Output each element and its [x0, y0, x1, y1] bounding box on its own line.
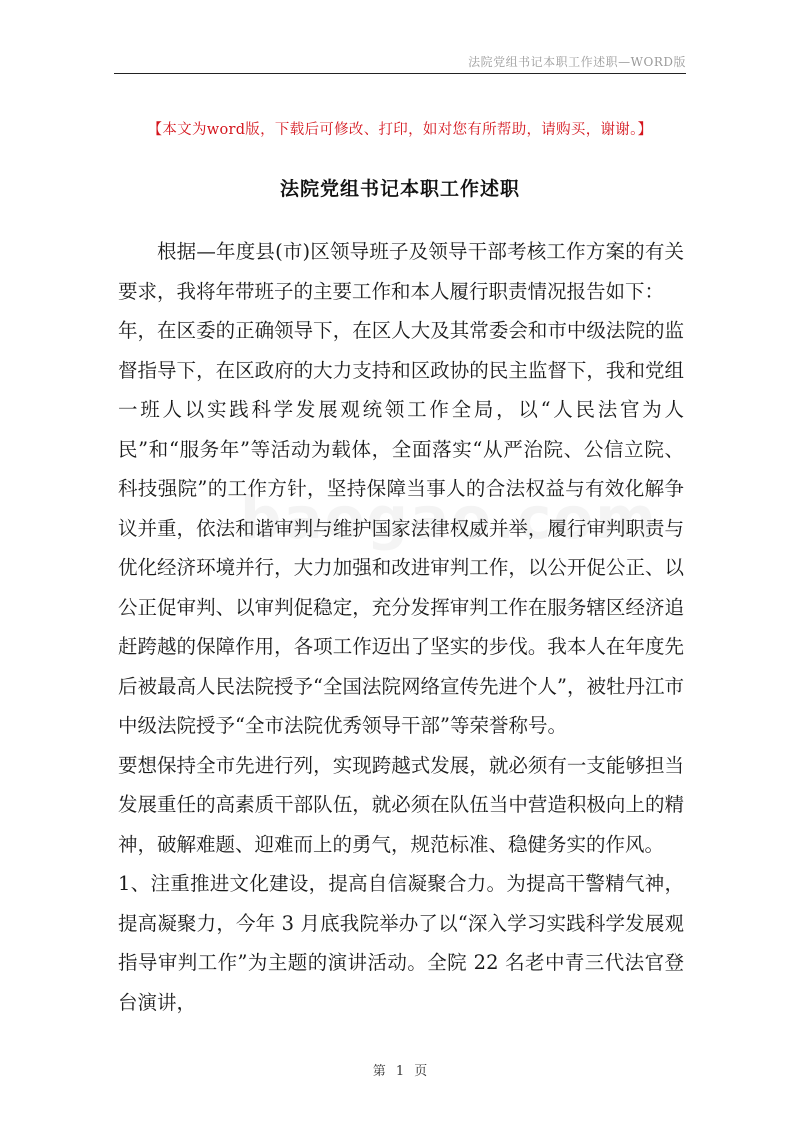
paragraph-4: 1、注重推进文化建设，提高自信凝聚合力。为提高干警精气神，提高凝聚力，今年 3 月底我院举办了以“深入学习实践科学发展观指导审判工作”为主题的演讲活动。全院 22 名老中青三代法官登台演讲，	[118, 872, 684, 1014]
download-notice: 【本文为word版，下载后可修改、打印，如对您有所帮助，请购买，谢谢。】	[147, 122, 653, 138]
document-body	[118, 232, 684, 1022]
paragraph-3: 要想保持全市先进行列，实现跨越式发展，就必须有一支能够担当发展重任的高素质干部队伍，就必须在队伍当中营造积极向上的精神，破解难题、迎难而上的勇气，规范标准、稳健务实的作风。	[118, 753, 684, 856]
page-footer	[0, 1060, 800, 1079]
document-title: 法院党组书记本职工作述职	[279, 178, 520, 200]
page-number-suffix: 页	[414, 1064, 428, 1079]
page-number-prefix: 第	[372, 1064, 386, 1079]
paragraph-2: 年，在区委的正确领导下，在区人大及其常委会和市中级法院的监督指导下，在区政府的大力支持和区政协的民主监督下，我和党组一班人以实践科学发展观统领工作全局，以“人民法官为人民”和“服务年”等活动为载体，全面落实“从严治院、公信立院、科技强院”的工作方针，坚持保障当事人的合法权益与有效化解争议并重，依法和谐审判与维护国家法律权威并举，履行审判职责与优化经济环境并行，大力加强和改进审判工作，以公开促公正、以公正促审判、以审判促稳定，充分发挥审判工作在服务辖区经济追赶跨越的保障作用，各项工作迈出了坚实的步伐。我本人在年度先后被最高人民法院授予“全国法院网络宣传先进个人”，被牡丹江市中级法院授予“全市法院优秀领导干部”等荣誉称号。	[118, 319, 684, 737]
paragraph-1: 根据—年度县(市)区领导班子及领导干部考核工作方案的有关要求，我将年带班子的主要工作和本人履行职责情况报告如下：	[118, 240, 684, 303]
header-divider	[114, 73, 686, 74]
running-header: 法院党组书记本职工作述职—WORD版	[468, 55, 686, 69]
page-number: 1	[395, 1064, 405, 1079]
